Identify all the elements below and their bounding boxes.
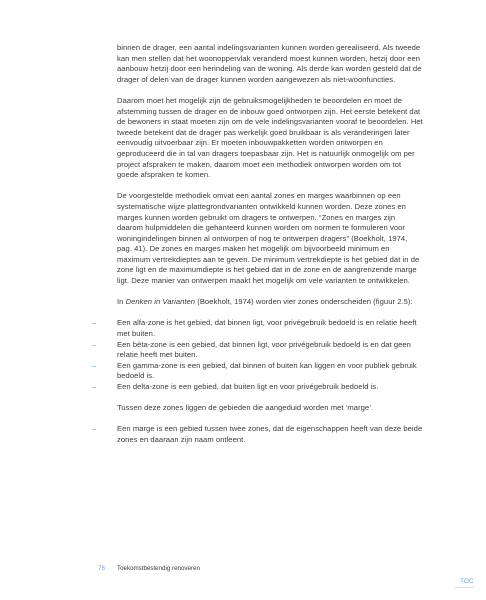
- list-item: [92, 360, 423, 382]
- book-reference-italic: Denken in Varianten: [125, 297, 196, 307]
- book-title: Toekomstbestendig renoveren: [117, 565, 200, 572]
- list-item: [92, 424, 423, 445]
- list-dash: –: [92, 382, 97, 391]
- paragraph-5: Tussen deze zones liggen de gebieden die aangeduid worden met ‘marge’.: [117, 403, 374, 413]
- paragraph-4-suffix: (Boekholt, 1974) worden vier zones onderscheiden (figuur 2.5):: [195, 297, 413, 307]
- list-dash: –: [92, 318, 97, 328]
- list-item-text: Een delta-zone is een gebied, dat buiten ligt en voor privégebruik bedoeld is.: [117, 382, 379, 391]
- list-item-text: Een marge is een gebied tussen twee zones, dat de eigenschappen heeft van deze beide zones en daaraan zijn naam ontleent.: [117, 424, 423, 444]
- list-item: [92, 382, 423, 393]
- toc-underline: [455, 587, 474, 588]
- list-dash: –: [92, 339, 97, 349]
- list-dash: –: [92, 424, 97, 434]
- list-dash: –: [92, 360, 97, 370]
- page-number: 76: [98, 565, 105, 572]
- zones-list: [92, 318, 423, 392]
- toc-link[interactable]: TOC: [460, 578, 474, 585]
- paragraph-2: Daarom moet het mogelijk zijn de gebruiksmogelijkheden te beoordelen en moet de afstemming tussen de drager en de inbouw goed ontworpen zijn. Het eerste betekent dat de bewoners in staat moeten zijn om de vele indelingsvarianten vooraf te beoordelen. Het tweede betekent dat de drager pas werkelijk goed bruikbaar is als veranderingen later eenvoudig uitvoerbaar zijn. Er moeten inbouwpakketten worden ontworpen en geproduceerd die in tal van dragers toepasbaar zijn. Het is natuurlijk onmogelijk om per project afspraken te maken, daarom moet een methodiek ontworpen worden om tot goede afspraken te komen.: [117, 95, 423, 180]
- list-item: [92, 339, 423, 361]
- paragraph-3: De voorgestelde methodiek omvat een aantal zones en marges waarbinnen op een systematische wijze plattegrondvarianten ontwikkeld kunnen worden. Deze zones en marges kunnen worden gebruikt om dragers te ontwerpen. “Zones en marges zijn daarom hulpmiddelen die gehanteerd kunnen worden om normen te formuleren voor woningindelingen binnen al ontworpen of nog te ontwerpen dragers” (Boekholt, 1974, pag. 41). De zones en marges maken het mogelijk om bijvoorbeeld minimum en maximum vertrekdieptes aan te geven. De minimum vertrekdiepte is het gebied dat in de zone ligt en de maximumdiepte is het gebied dat in de zone en de aangrenzende marge ligt. Deze manier van ontwerpen maakt het mogelijk om vele varianten te ontwikkelen.: [117, 191, 420, 286]
- paragraph-1: binnen de drager, een aantal indelingsvarianten kunnen worden gerealiseerd. Als tweede kan men stellen dat het woonoppervlak veranderd moest kunnen worden, hetzij door een aanbouw hetzij door een herindeling van de woning. Als derde kan worden gesteld dat de drager of delen van de drager kunnen worden aangewezen als niet-woonfuncties.: [117, 43, 422, 84]
- list-item-text: Een gamma-zone is een gebied, dat binnen of buiten kan liggen en voor publiek gebruik bedoeld is.: [117, 360, 417, 381]
- body-text: [92, 43, 423, 456]
- list-item-text: Een bèta-zone is een gebied, dat binnen ligt, voor privégebruik bedoeld is en dat geen relatie heeft met buiten.: [117, 339, 411, 360]
- paragraph-4: [117, 297, 423, 308]
- marge-list: [92, 424, 423, 445]
- list-item: [92, 318, 423, 339]
- list-item-text: Een alfa-zone is het gebied, dat binnen ligt, voor privégebruik bedoeld is en relatie heeft met buiten.: [117, 318, 417, 339]
- paragraph-4-prefix: In: [117, 297, 126, 307]
